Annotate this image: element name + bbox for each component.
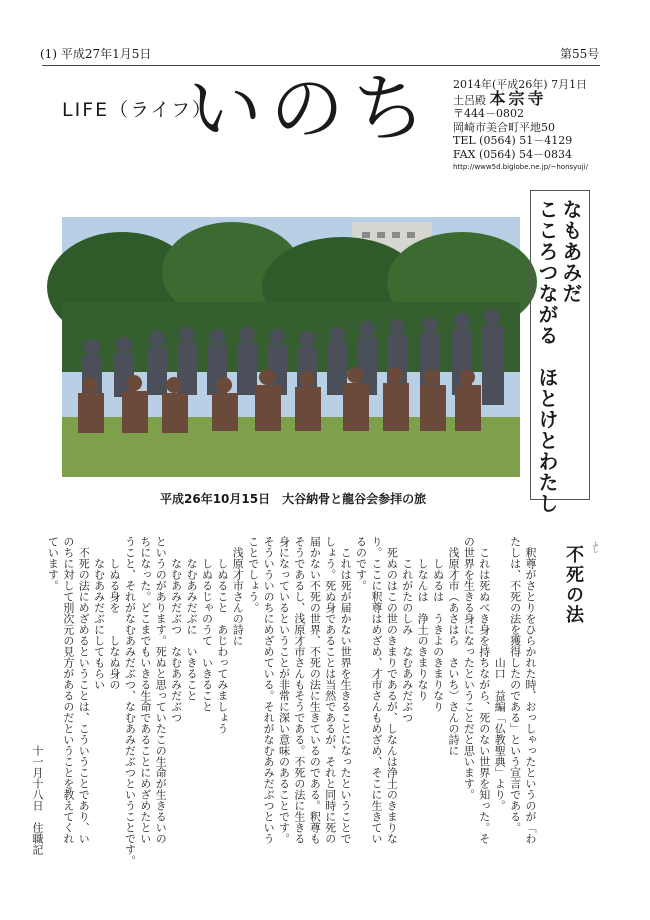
issue-number: 第55号 [560,47,600,61]
article-body: 釈尊がさとりをひらかれた時、おっしゃったというのが「わ たしは、不死の法を獲得したのである」という宣言である。 山口 益編「仏教聖典」より。 これは死ぬべき身を持ちながら、死のない世界を知った。そ の世界を生きる身になったということだと思います。 浅原才市（あさはら さいち）さんの詩に しぬるは うきよのきまりなり しなんは 浄土のきまりなり これがたのしみ なむあみだぶつ 死ぬのはこの世のきまりであるが、しなんは浄土のきまりな り。ここに釈尊はめざめ、才市さんもめざめ、そこに生きてい るのです。 これは死が届かない世界を生きることになったということで しょう。死ぬ身であることは当然であるが、それと同時に死の 届かない不死の世界、不死の法に生きているのである。釈尊も そうであるし、浅原才市さんもそうである。不死の法に生きる 身になっているということが非常に深い意味のあることです。 そういういのちにめざめている。それがなむあみだぶつという ことでしょう。 浅原才市さんの詩に しぬること あじわってみましょう しぬるじゃのうて いきること なむあみだぶに いきること なむあみだぶつ なむあみだぶつ というのがあります。死ぬと思っていたこの生命が生きるいの ちになった。どこまでもいきる生命であることにめざめたとい うこと、それがなむあみだぶつ、なむあみだぶつということです。 しぬる身を しなぬ身の なむあみだぶにしてもらい 不死の法にめざめるということは、こういうことであり、い のちに対して別次元の見方があるのだということを教えてくれ ています。 十一月十八日 住職記 [31,536,537,866]
website-url: http://www5d.biglobe.ne.jp/~honsyuji/ [453,163,588,171]
group-photo [62,217,520,477]
issue-date: (1) 平成27年1月5日 [40,47,152,61]
title-box [530,190,590,514]
group-photo-illustration [62,217,520,477]
address: 岡崎市美合町平地50 [453,120,555,134]
postal-code: 〒444－0802 [453,107,524,120]
publish-date: 2014年(平成26年) 7月1日 [453,78,588,91]
title-box-text: なもあみだ こころつながる ほとけとわたし [535,199,583,514]
tel: TEL (0564) 51－4129 [453,134,573,147]
fax: FAX (0564) 54－0834 [453,147,573,161]
life-label: LIFE（ライフ） [62,99,213,121]
temple-name: 本宗寺 [489,88,547,108]
photo-caption: 平成26年10月15日 大谷納骨と龍谷会参拝の旅 [160,492,427,506]
temple-line [453,88,588,108]
heading-furigana: ふし [591,541,598,553]
temple-prefix: 土呂殿 [453,93,486,107]
masthead-title: いのち [188,66,434,152]
publisher-info [453,78,588,175]
article-heading: 不死の法 [563,545,584,625]
